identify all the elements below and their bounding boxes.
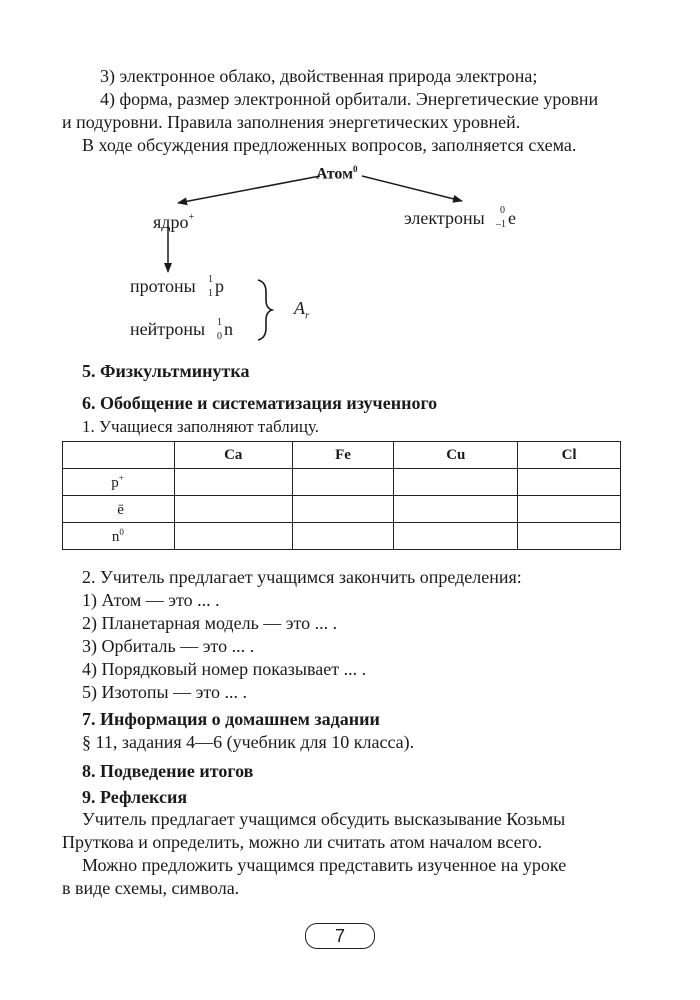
arrow-to-electrons [362,176,462,201]
table-cell [174,496,292,523]
table-row [63,523,621,550]
section-9-title: 9. Рефлексия [82,787,188,807]
homework-text: § 11, задания 4—6 (учебник для 10 класса). [82,732,415,752]
table-header-cell: Fe [292,442,394,469]
section-8-title: 8. Подведение итогов [82,761,254,781]
table-row [63,469,621,496]
curly-brace [258,280,272,340]
reflection-line-3: Можно предложить учащимся представить изученное на уроке [82,855,567,875]
table-cell [518,523,621,550]
section-6-item-1: 1. Учащиеся заполняют таблицу. [82,417,320,436]
section-6-title: 6. Обобщение и систематизация изученного [82,393,438,413]
table-cell [174,469,292,496]
table-row [63,496,621,523]
neutron-symbol: n [224,319,233,339]
electron-symbol: e [508,208,516,228]
table-header-row [63,442,621,469]
table-row-label: p+ [63,469,175,496]
scheme-neutrons: нейтроны [130,319,206,339]
intro-line-1: 3) электронное облако, двойственная природа электрона; [100,66,538,86]
table-cell [518,496,621,523]
electrons-superscript: 0 [500,205,505,216]
scheme-atom: Атом$^0$ [316,164,358,183]
table-cell [292,469,394,496]
section-7-title: 7. Информация о домашнем задании [82,709,380,729]
table-cell [292,523,394,550]
table-cell [394,523,518,550]
protons-subscript: 1 [208,288,213,299]
definition-item: 3) Орбиталь — это ... . [82,636,255,656]
proton-symbol: p [215,276,224,296]
definition-item: 1) Атом — это ... . [82,590,220,610]
section-6-item-2: 2. Учитель предлагает учащимся закончить определения: [82,567,522,587]
scheme-nucleus: ядро+ [153,212,195,232]
reflection-line-4: в виде схемы, символа. [62,878,240,898]
table-row-label: $n^0$ [63,523,175,550]
table-row-label: ē [63,496,175,523]
table-cell [394,496,518,523]
table-header-cell: Cl [518,442,621,469]
elements-table [62,441,621,550]
page-number: 7 [305,923,375,949]
scheme-electrons: электроны [404,208,485,228]
table-header-cell [63,442,175,469]
table-cell [174,523,292,550]
definition-item: 5) Изотопы — это ... . [82,682,247,702]
table-header-cell: Ca [174,442,292,469]
intro-line-4: В ходе обсуждения предложенных вопросов, заполняется схема. [82,135,577,155]
intro-line-3: и подуровни. Правила заполнения энергетических уровней. [62,112,521,132]
neutrons-superscript: 1 [217,317,222,328]
protons-superscript: 1 [208,274,213,285]
table-cell [518,469,621,496]
relative-atomic-mass: $A_r$ [294,298,310,322]
definition-item: 2) Планетарная модель — это ... . [82,613,338,633]
electrons-subscript: –1 [496,219,506,230]
definition-item: 4) Порядковый номер показывает ... . [82,659,367,679]
table-header-cell: Cu [394,442,518,469]
scheme-protons: протоны [130,276,196,296]
neutrons-subscript: 0 [217,331,222,342]
table-cell [292,496,394,523]
reflection-line-2: Пруткова и определить, можно ли считать атом началом всего. [62,832,543,852]
table-cell [394,469,518,496]
arrow-to-nucleus [178,176,320,203]
section-5-title: 5. Физкультминутка [82,361,250,381]
intro-line-2: 4) форма, размер электронной орбитали. Энергетические уровни [100,89,599,109]
reflection-line-1: Учитель предлагает учащимся обсудить высказывание Козьмы [82,809,566,829]
